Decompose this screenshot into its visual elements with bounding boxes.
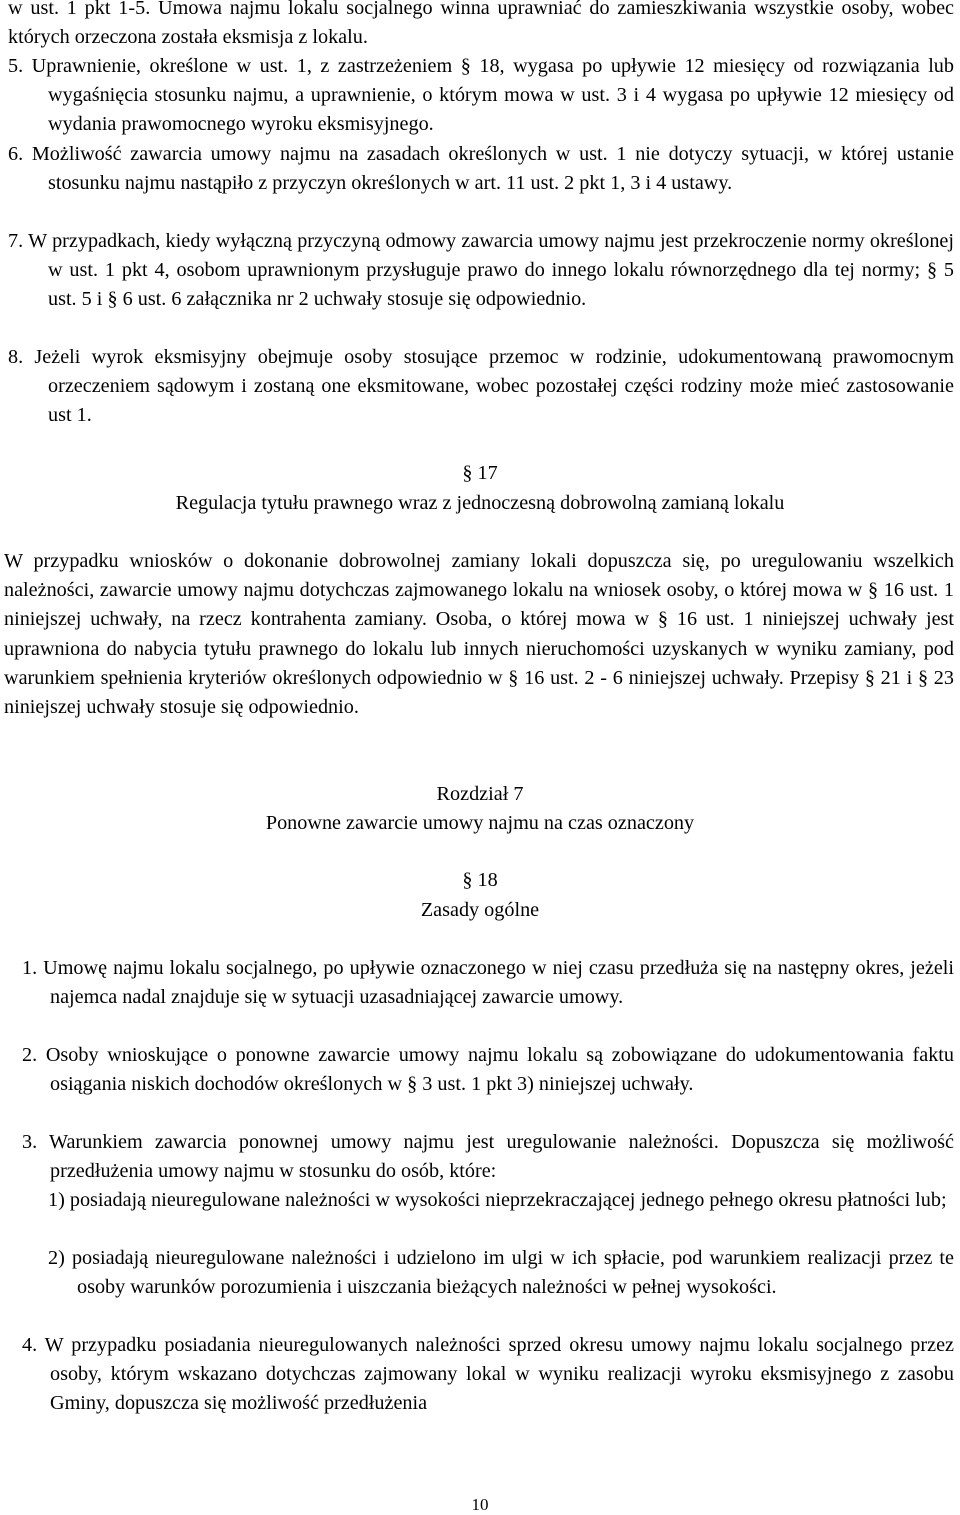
section-18-subitem-2: 2) posiadają nieuregulowane należności i udzielono im ulgi w ich spłacie, pod warunkiem realizacji przez te osoby warunków porozumienia i uiszczania bieżących należności w pełnej wysokości. (48, 1247, 954, 1299)
section-18-subitem-1: 1) posiadają nieuregulowane należności w wysokości nieprzekraczającej jednego pełnego okresu płatności lub; (48, 1189, 947, 1211)
section-18-item-4: 4. W przypadku posiadania nieuregulowanych należności sprzed okresu umowy najmu lokalu socjalnego przez osoby, którym wskazano dotychczas zajmowany lokal w wyniku realizacji wyroku eksmisyjnego z zasobu Gminy, dopuszcza się możliwość przedłużenia (22, 1334, 954, 1415)
section-18-item-2: 2. Osoby wnioskujące o ponowne zawarcie umowy najmu lokalu są zobowiązane do udokumentowania faktu osiągania niskich dochodów określonych w § 3 ust. 1 pkt 3) niniejszej uchwały. (22, 1044, 954, 1096)
chapter-number: Rozdział 7 (436, 783, 524, 805)
section-17-title: Regulacja tytułu prawnego wraz z jednoczesną dobrowolną zamianą lokalu (175, 492, 785, 514)
page-number: 10 (471, 1495, 489, 1514)
section-18-item-3: 3. Warunkiem zawarcia ponownej umowy najmu jest uregulowanie należności. Dopuszcza się możliwość przedłużenia umowy najmu w stosunku do osób, które: (22, 1131, 954, 1183)
section-18-number: § 18 (462, 869, 498, 891)
section-18-item-1: 1. Umowę najmu lokalu socjalnego, po upływie oznaczonego w niej czasu przedłuża się na następny okres, jeżeli najemca nadal znajduje się w sytuacji uzasadniającej zawarcie umowy. (22, 957, 954, 1009)
list-item-8: 8. Jeżeli wyrok eksmisyjny obejmuje osoby stosujące przemoc w rodzinie, udokumentowaną prawomocnym orzeczeniem sądowym i zostaną one eksmitowane, wobec pozostałej części rodziny może mieć zastosowanie ust 1. (8, 346, 954, 427)
continued-paragraph: w ust. 1 pkt 1-5. Umowa najmu lokalu socjalnego winna uprawniać do zamieszkiwania wszystkie osoby, wobec których orzeczona została eksmisja z lokalu. (8, 0, 954, 49)
list-item-7: 7. W przypadkach, kiedy wyłączną przyczyną odmowy zawarcia umowy najmu jest przekroczenie normy określonej w ust. 1 pkt 4, osobom uprawnionym przysługuje prawo do innego lokalu równorzędnego dla tej normy; § 5 ust. 5 i § 6 ust. 6 załącznika nr 2 uchwały stosuje się odpowiednio. (8, 230, 954, 311)
section-17-number: § 17 (462, 462, 498, 484)
section-18-title: Zasady ogólne (420, 899, 540, 921)
section-17-body: W przypadku wniosków o dokonanie dobrowolnej zamiany lokali dopuszcza się, po uregulowaniu wszelkich należności, zawarcie umowy najmu dotychczas zajmowanego lokalu na wniosek osoby, o której mowa w § 16 ust. 1 niniejszej uchwały, na rzecz kontrahenta zamiany. Osoba, o której mowa w § 16 ust. 1 niniejszej uchwały jest uprawniona do nabycia tytułu prawnego do lokalu lub innych nieruchomości uzyskanych w wyniku zamiany, pod warunkiem spełnienia kryteriów określonych odpowiednio w § 16 ust. 2 - 6 niniejszej uchwały. Przepisy § 21 i § 23 niniejszej uchwały stosuje się odpowiednio. (4, 550, 954, 719)
list-item-6: 6. Możliwość zawarcia umowy najmu na zasadach określonych w ust. 1 nie dotyczy sytuacji, w której ustanie stosunku najmu nastąpiło z przyczyn określonych w art. 11 ust. 2 pkt 1, 3 i 4 ustawy. (8, 143, 954, 195)
chapter-title: Ponowne zawarcie umowy najmu na czas oznaczony (265, 812, 695, 834)
list-item-5: 5. Uprawnienie, określone w ust. 1, z zastrzeżeniem § 18, wygasa po upływie 12 miesięcy od rozwiązania lub wygaśnięcia stosunku najmu, a uprawnienie, o którym mowa w ust. 3 i 4 wygasa po upływie 12 miesięcy od wydania prawomocnego wyroku eksmisyjnego. (8, 55, 954, 136)
